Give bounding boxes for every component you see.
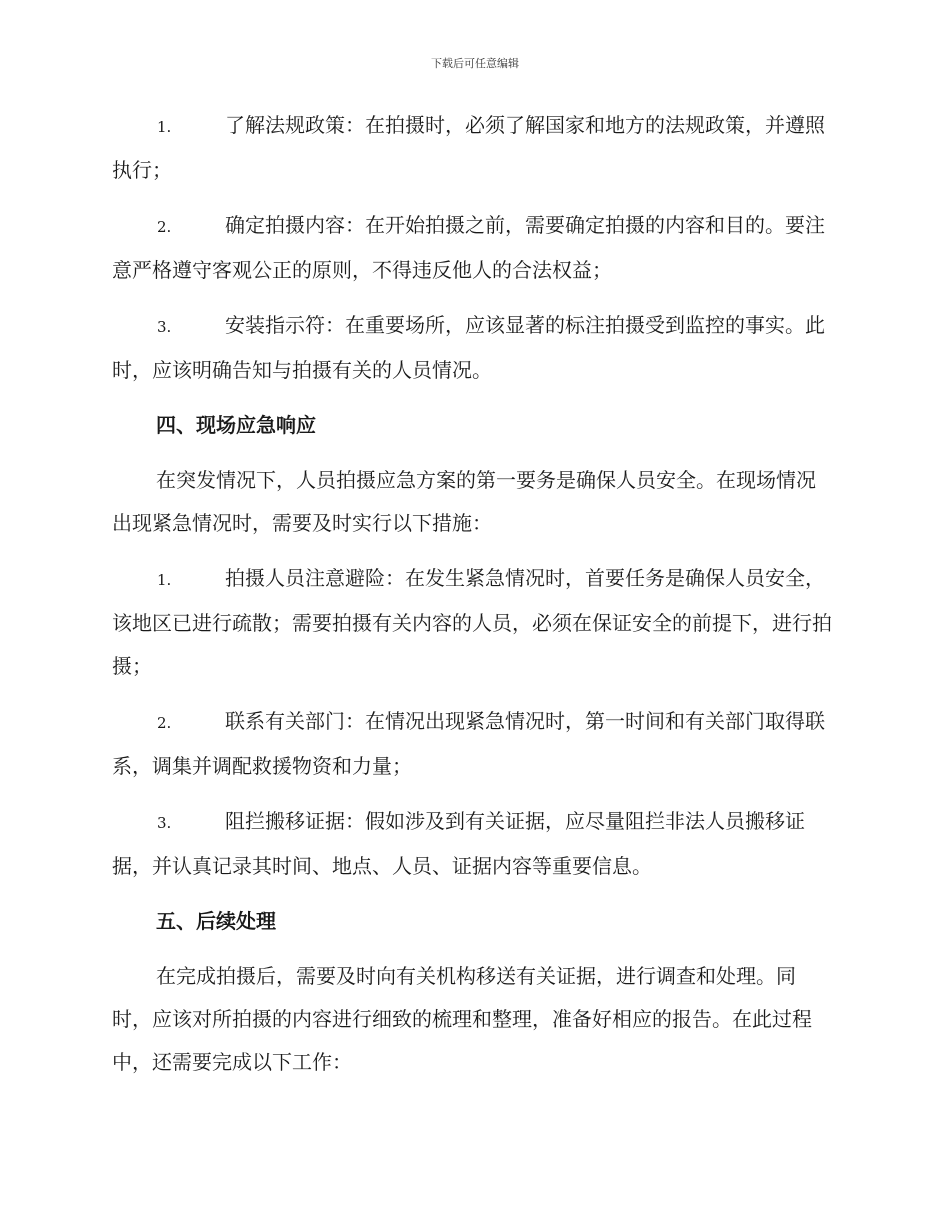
- document-body: [112, 104, 834, 1096]
- list-number: 2.: [157, 218, 172, 236]
- list-item: [112, 204, 834, 292]
- list-number: 2.: [157, 714, 172, 732]
- list-text: 了解法规政策：在拍摄时，必须了解国家和地方的法规政策，并遵照执行；: [112, 113, 825, 182]
- section-heading: 五、后续处理: [156, 909, 276, 933]
- list-text: 拍摄人员注意避险：在发生紧急情况时，首要任务是确保人员安全，该地区已进行疏散；需要拍摄有关内容的人员，必须在保证安全的前提下，进行拍摄；: [112, 566, 832, 678]
- list-number: 1.: [157, 118, 172, 136]
- list-item: [112, 700, 834, 788]
- list-item: [112, 800, 834, 888]
- list-text: 阻拦搬移证据：假如涉及到有关证据，应尽量阻拦非法人员搬移证据，并认真记录其时间、地点、人员、证据内容等重要信息。: [112, 809, 805, 878]
- page-header: 下载后可任意编辑: [431, 57, 519, 70]
- section-heading: 四、现场应急响应: [156, 413, 316, 437]
- list-text: 安装指示符：在重要场所，应该显著的标注拍摄受到监控的事实。此时，应该明确告知与拍摄有关的人员情况。: [112, 313, 825, 382]
- list-number: 1.: [157, 571, 172, 589]
- list-number: 3.: [157, 814, 172, 832]
- section-paragraph: 在突发情况下，人员拍摄应急方案的第一要务是确保人员安全。在现场情况出现紧急情况时，需要及时实行以下措施：: [112, 468, 816, 535]
- list-text: 确定拍摄内容：在开始拍摄之前，需要确定拍摄的内容和目的。要注意严格遵守客观公正的原则，不得违反他人的合法权益；: [112, 213, 825, 282]
- list-item: [112, 557, 834, 688]
- list-number: 3.: [157, 318, 172, 336]
- list-item: [112, 304, 834, 392]
- section-paragraph: 在完成拍摄后，需要及时向有关机构移送有关证据，进行调查和处理。同时，应该对所拍摄的内容进行细致的梳理和整理，准备好相应的报告。在此过程中，还需要完成以下工作：: [112, 964, 812, 1074]
- list-item: [112, 104, 834, 192]
- list-text: 联系有关部门：在情况出现紧急情况时，第一时间和有关部门取得联系，调集并调配救援物资和力量；: [112, 709, 825, 778]
